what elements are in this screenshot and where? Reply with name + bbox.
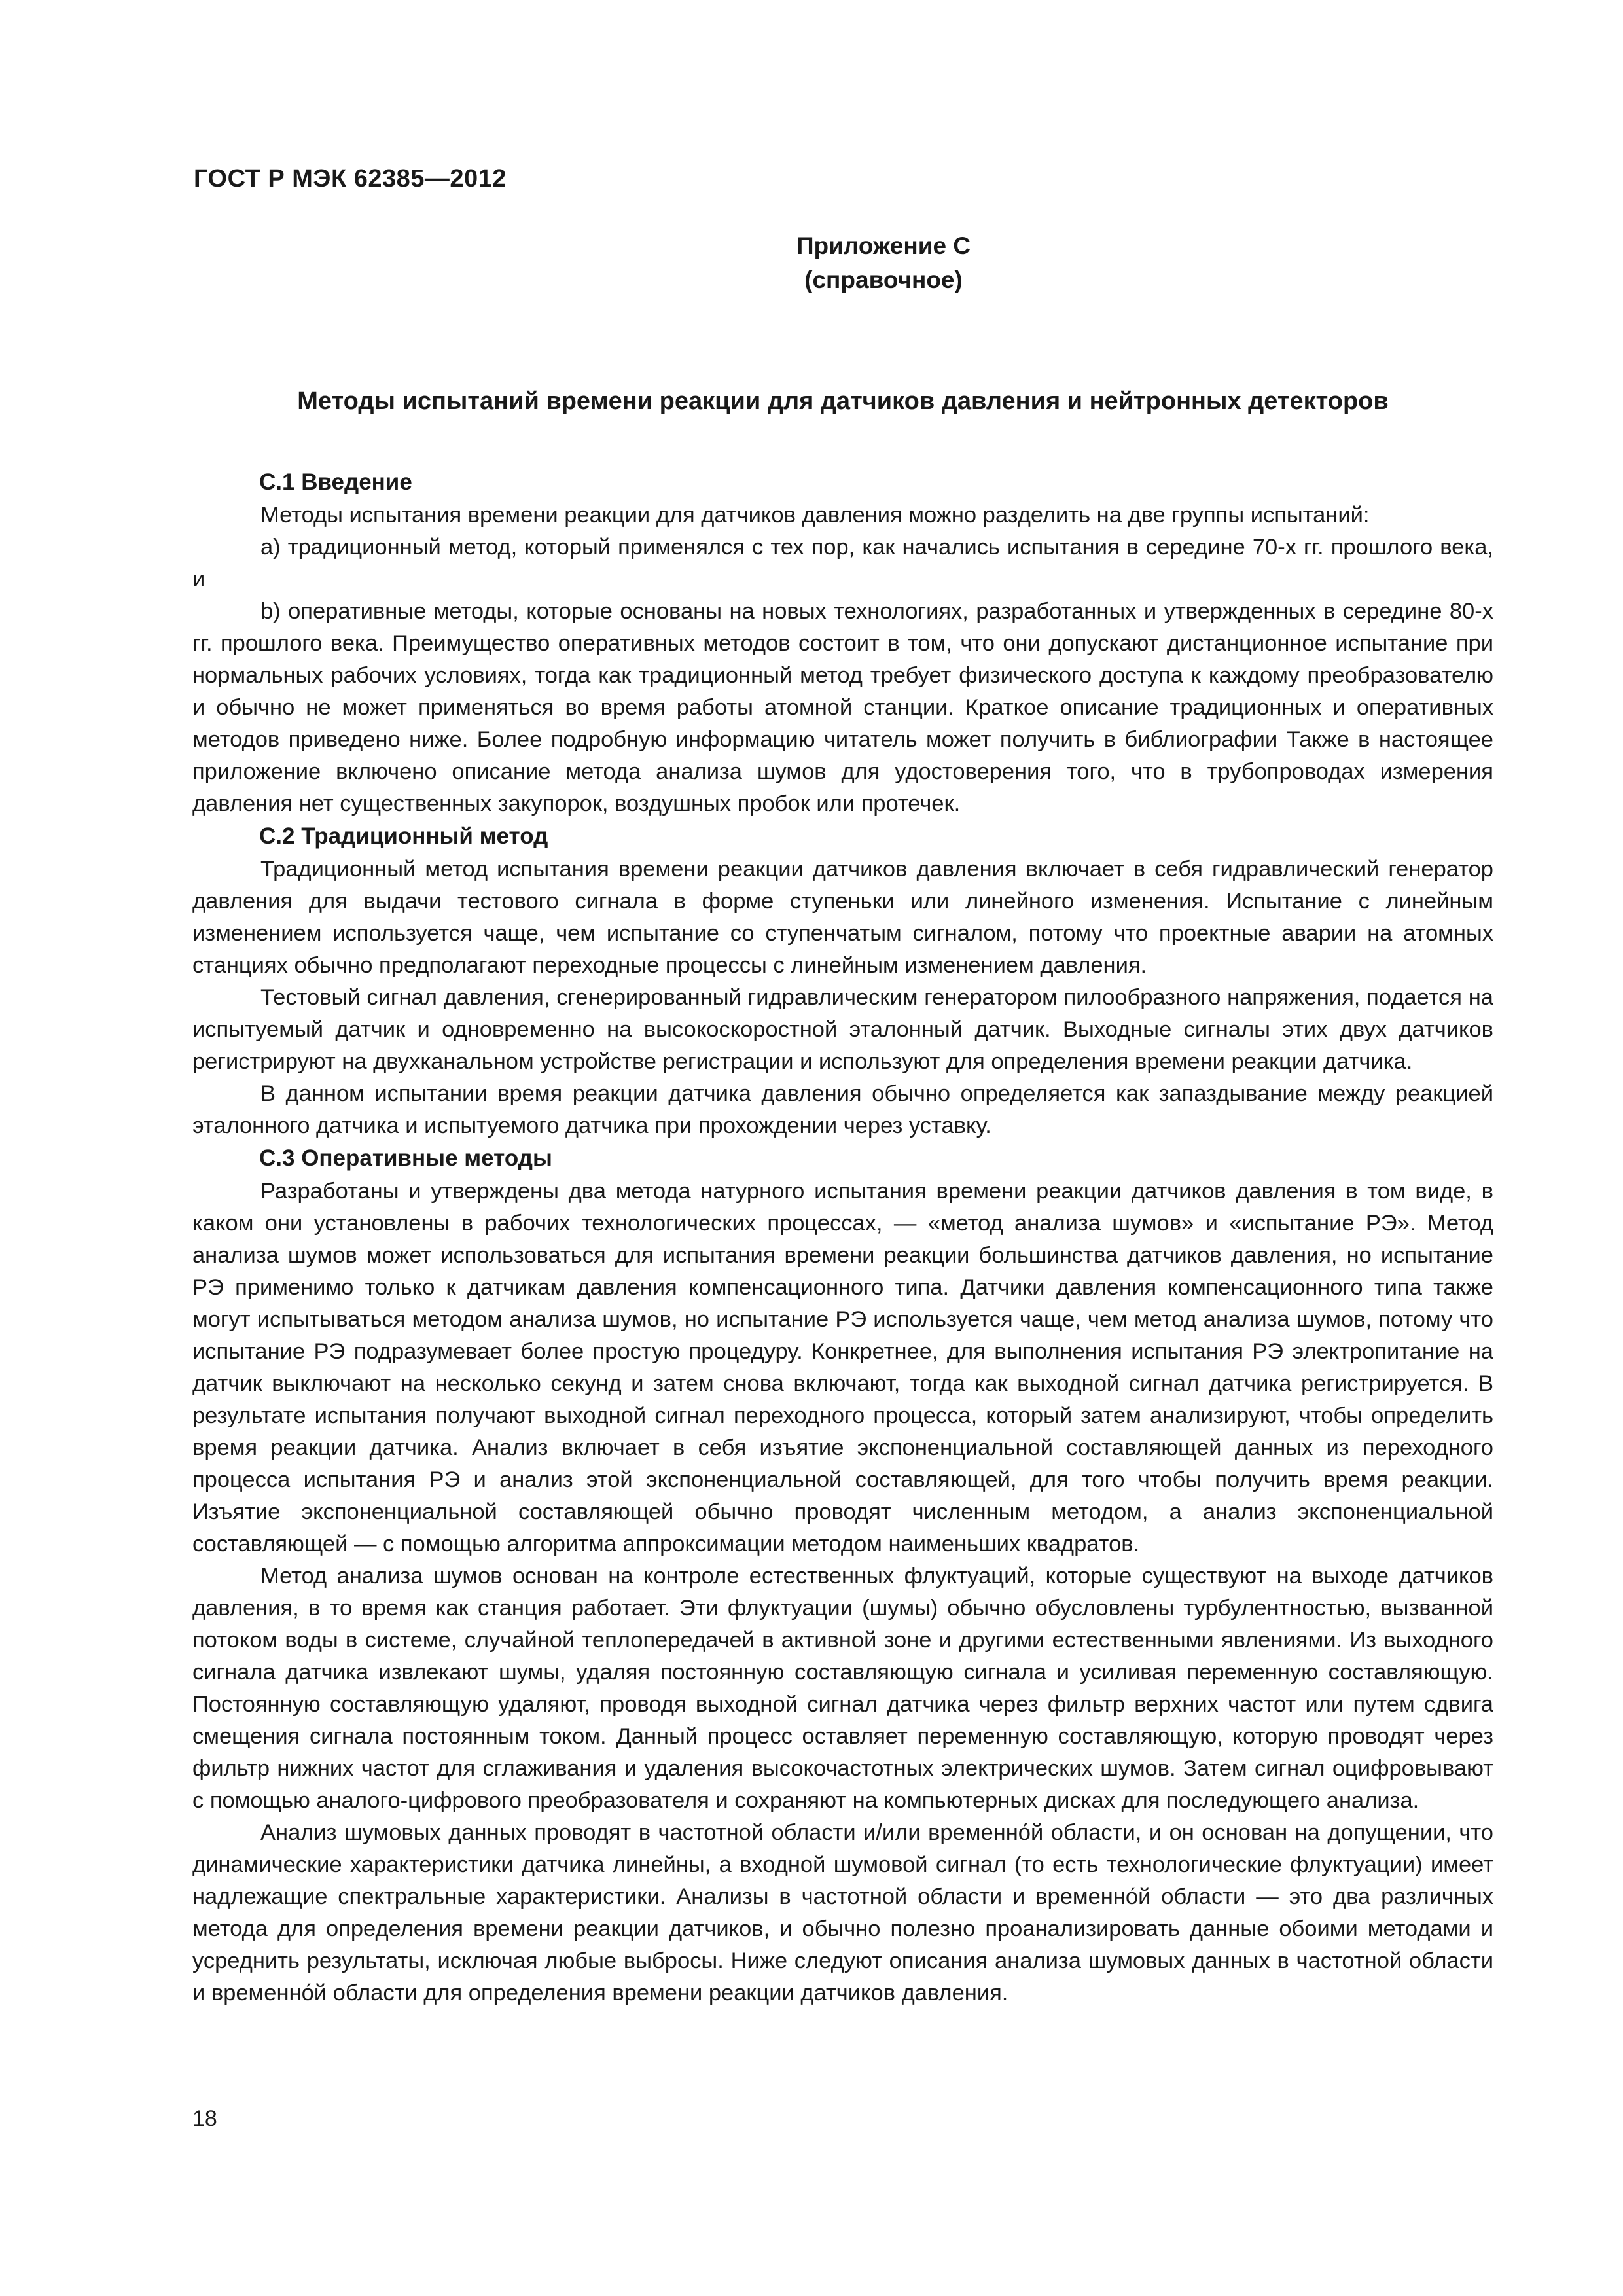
- section-heading: С.2 Традиционный метод: [259, 823, 548, 849]
- paragraph: В данном испытании время реакции датчика давления обычно определяется как запаздывание между реакцией эталонного датчика и испытуемого датчика при прохождении через уставку.: [192, 1081, 1493, 1138]
- paragraph: Тестовый сигнал давления, сгенерированный гидравлическим генератором пилообразного напряжения, подается на испытуемый датчик и одновременно на высокоскоростной эталонный датчик. Выходные сигналы этих двух датчиков регистрируют на двухканальном устройстве регистрации и используют для определения времени реакции датчика.: [192, 985, 1493, 1074]
- annex-heading: [0, 229, 1623, 297]
- paragraph: Разработаны и утверждены два метода натурного испытания времени реакции датчиков давления в том виде, в каком они установлены в рабочих технологических процессах, — «метод анализа шумов» и «испытание РЭ». Метод анализа шумов может использоваться для испытания времени реакции большинства датчиков давления, но испытание РЭ применимо только к датчикам давления компенсационного типа. Датчики давления компенсационного типа также могут испытываться методом анализа шумов, но испытание РЭ используется чаще, чем метод анализа шумов, потому что испытание РЭ подразумевает более простую процедуру. Конкретнее, для выполнения испытания РЭ электропитание на датчик выключают на несколько секунд и затем снова включают, тогда как выходной сигнал датчика регистрируется. В результате испытания получают выходной сигнал переходного процесса, который затем анализируют, чтобы определить время реакции датчика. Анализ включает в себя изъятие экспоненциальной составляющей данных из переходного процесса испытания РЭ и анализ этой экспоненциальной составляющей, для того чтобы получить время реакции. Изъятие экспоненциальной составляющей обычно проводят численным методом, а анализ экспоненциальной составляющей — с помощью алгоритма аппроксимации методом наименьших квадратов.: [192, 1179, 1493, 1556]
- paragraph: Метод анализа шумов основан на контроле естественных флуктуаций, которые существуют на выходе датчиков давления, в то время как станция работает. Эти флуктуации (шумы) обычно обусловлены турбулентностью, вызванной потоком воды в системе, случайной теплопередачей в активной зоне и другими естественными явлениями. Из выходного сигнала датчика извлекают шумы, удаляя постоянную составляющую сигнала и усиливая переменную составляющую. Постоянную составляющую удаляют, проводя выходной сигнал датчика через фильтр верхних частот или путем сдвига смещения сигнала постоянным током. Данный процесс оставляет переменную составляющую, которую проводят через фильтр нижних частот для сглаживания и удаления высокочастотных электрических шумов. Затем сигнал оцифровывают с помощью аналого-цифрового преобразователя и сохраняют на компьютерных дисках для последующего анализа.: [192, 1564, 1493, 1813]
- document-code: ГОСТ Р МЭК 62385—2012: [194, 165, 507, 192]
- annex-type: (справочное): [804, 266, 963, 293]
- section-heading: С.3 Оперативные методы: [259, 1145, 552, 1171]
- paragraph: Традиционный метод испытания времени реакции датчиков давления включает в себя гидравлический генератор давления для выдачи тестового сигнала в форме ступеньки или линейного изменения. Испытание с линейным изменением используется чаще, чем испытание со ступенчатым сигналом, потому что проектные аварии на атомных станциях обычно предполагают переходные процессы с линейным изменением давления.: [192, 857, 1493, 978]
- page-number: 18: [192, 2106, 217, 2131]
- document-body: [192, 466, 1493, 2009]
- list-item-a: a) традиционный метод, который применялся с тех пор, как начались испытания в середине 70-х гг. прошлого века, и: [192, 535, 1493, 592]
- page-title: Методы испытаний времени реакции для датчиков давления и нейтронных детекторов: [297, 387, 1389, 415]
- paragraph: Методы испытания времени реакции для датчиков давления можно разделить на две группы испытаний:: [260, 503, 1370, 528]
- annex-label: Приложение С: [796, 232, 971, 259]
- paragraph: Анализ шумовых данных проводят в частотной области и/или временно́й области, и он основан на допущении, что динамические характеристики датчика линейны, а входной шумовой сигнал (то есть технологические флуктуации) имеет надлежащие спектральные характеристики. Анализы в частотной области и временно́й области — это два различных метода для определения времени реакции датчиков, и обычно полезно проанализировать данные обоими методами и усреднить результаты, исключая любые выбросы. Ниже следуют описания анализа шумовых данных в частотной области и временно́й области для определения времени реакции датчиков давления.: [192, 1820, 1493, 2005]
- section-heading: С.1 Введение: [259, 469, 412, 495]
- list-item-b: b) оперативные методы, которые основаны на новых технологиях, разработанных и утвержденных в середине 80-х гг. прошлого века. Преимущество оперативных методов состоит в том, что они допускают дистанционное испытание при нормальных рабочих условиях, тогда как традиционный метод требует физического доступа к каждому преобразователю и обычно не может применяться во время работы атомной станции. Краткое описание традиционных и оперативных методов приведено ниже. Более подробную информацию читатель может получить в библиографии Также в настоящее приложение включено описание метода анализа шумов для удостоверения того, что в трубопроводах измерения давления нет существенных закупорок, воздушных пробок или протечек.: [192, 599, 1493, 816]
